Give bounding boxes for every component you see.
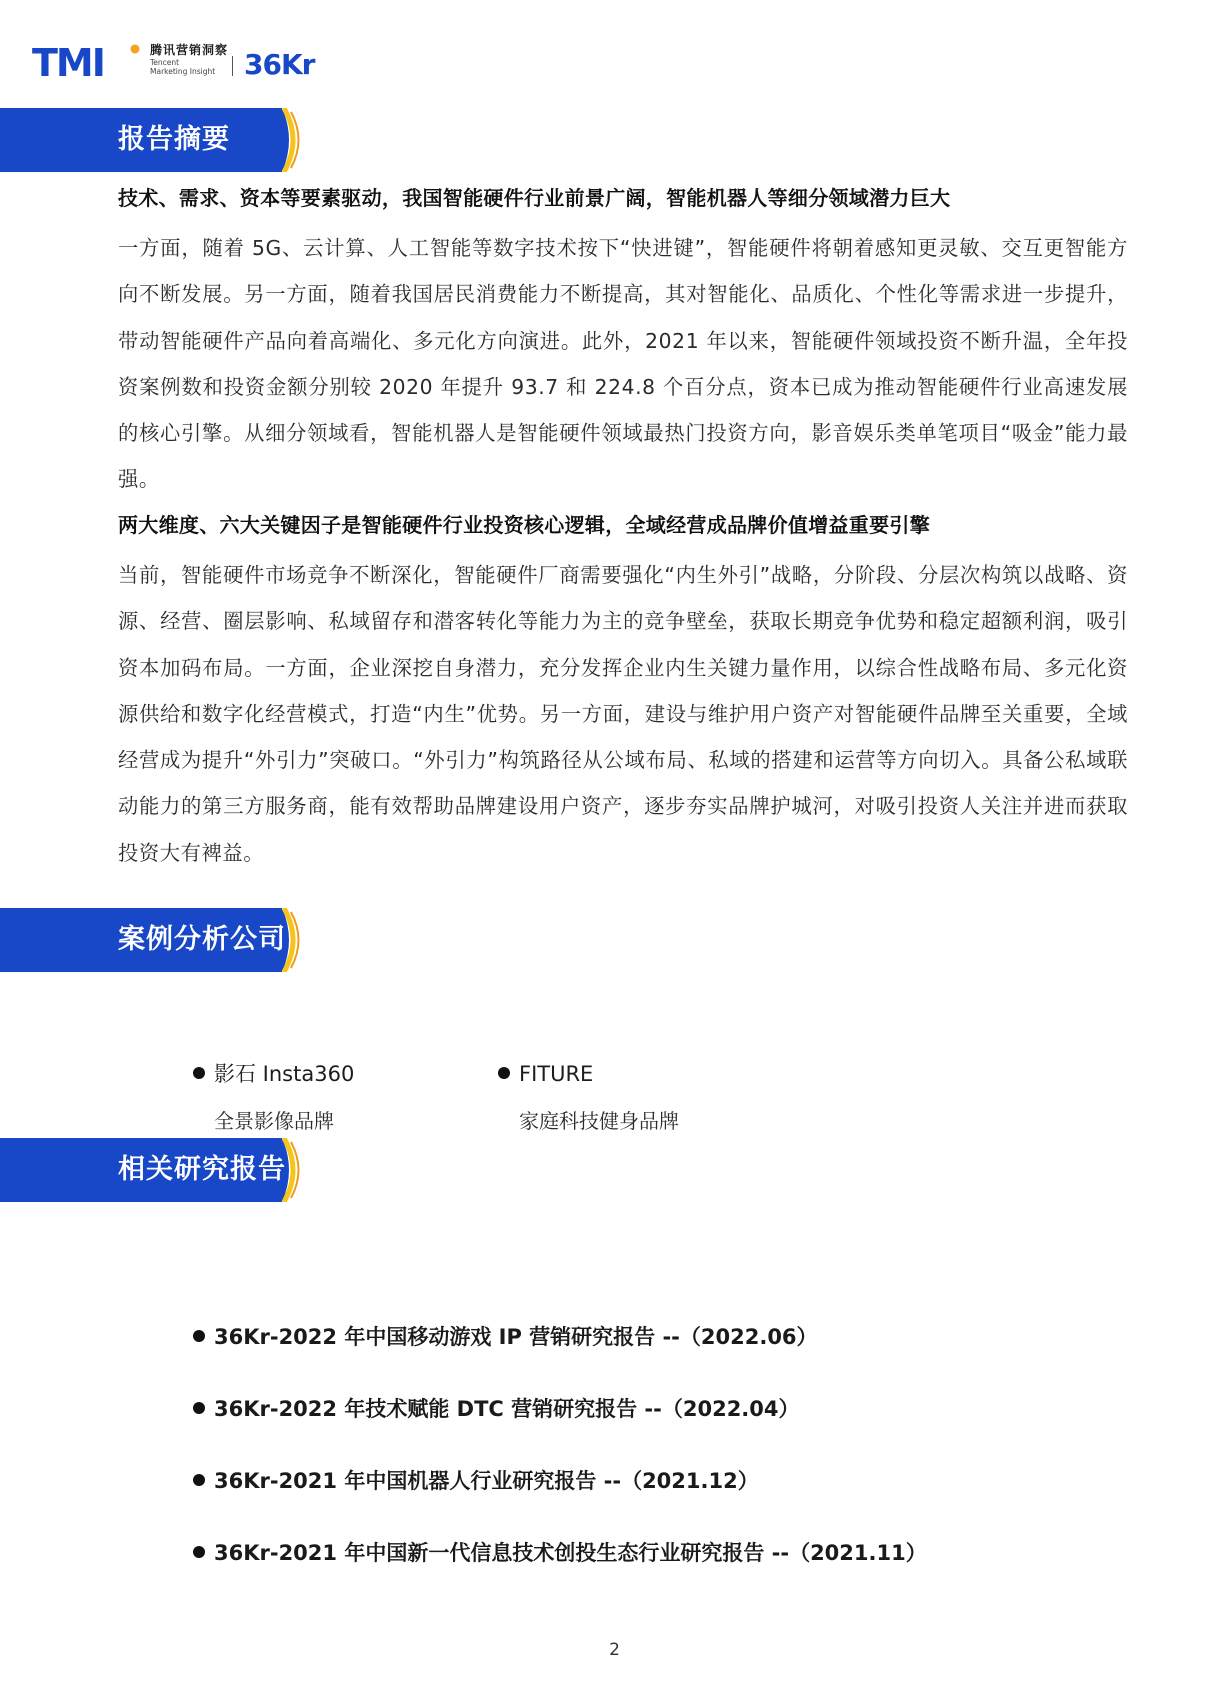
- company-name: FITURE: [498, 1060, 679, 1088]
- bullet-icon: [193, 1067, 205, 1079]
- section-banner-related: [0, 1138, 330, 1202]
- summary-content-2: [118, 510, 1128, 876]
- page-number: 2: [609, 1640, 620, 1660]
- section-title-cases: 案例分析公司: [118, 924, 286, 955]
- section-title-related: 相关研究报告: [118, 1154, 286, 1185]
- report-link[interactable]: 36Kr-2022 年技术赋能 DTC 营销研究报告 --（2022.04）: [193, 1394, 800, 1424]
- bullet-icon: [193, 1402, 205, 1414]
- tmi-brand-text: [150, 44, 228, 76]
- summary-paragraph-2: 当前，智能硬件市场竞争不断深化，智能硬件厂商需要强化“内生外引”战略，分阶段、分层次构筑以战略、资源、经营、圈层影响、私域留存和潜客转化等能力为主的竞争壁垒，获取长期竞争优势和稳定超额利润，吸引资本加码布局。一方面，企业深挖自身潜力，充分发挥企业内生关键力量作用，以综合性战略布局、多元化资源供给和数字化经营模式，打造“内生”优势。另一方面，建设与维护用户资产对智能硬件品牌至关重要，全域经营成为提升“外引力”突破口。“外引力”构筑路径从公域布局、私域的搭建和运营等方向切入。具备公私域联动能力的第三方服务商，能有效帮助品牌建设用户资产，逐步夯实品牌护城河，对吸引投资人关注并进而获取投资大有裨益。: [118, 563, 1128, 865]
- company-name: 影石 Insta360: [193, 1060, 354, 1088]
- bullet-icon: [498, 1067, 510, 1079]
- company-desc: 家庭科技健身品牌: [519, 1109, 679, 1133]
- summary-paragraph-1: 一方面，随着 5G、云计算、人工智能等数字技术按下“快进键”，智能硬件将朝着感知更灵敏、交互更智能方向不断发展。另一方面，随着我国居民消费能力不断提高，其对智能化、品质化、个性化等需求进一步提升，带动智能硬件产品向着高端化、多元化方向演进。此外，2021 年以来，智能硬件领域投资不断升温，全年投资案例数和投资金额分别较 2020 年提升 93.7 和 224.8 个百分点，资本已成为推动智能硬件行业高速发展的核心引擎。从细分领域看，智能机器人是智能硬件领域最热门投资方向，影音娱乐类单笔项目“吸金”能力最强。: [118, 236, 1128, 492]
- bullet-icon: [193, 1546, 205, 1558]
- header-logos: [32, 34, 352, 84]
- 36kr-logo: [242, 38, 322, 84]
- bullet-icon: [193, 1474, 205, 1486]
- report-link[interactable]: 36Kr-2021 年中国机器人行业研究报告 --（2021.12）: [193, 1466, 759, 1496]
- company-desc: 全景影像品牌: [214, 1109, 334, 1133]
- section-title-summary: 报告摘要: [118, 124, 230, 155]
- report-link[interactable]: 36Kr-2021 年中国新一代信息技术创投生态行业研究报告 --（2021.11）: [193, 1538, 927, 1568]
- tmi-en-name: Tencent Marketing Insight: [150, 58, 216, 76]
- summary-heading-2: 两大维度、六大关键因子是智能硬件行业投资核心逻辑，全域经营成品牌价值增益重要引擎: [118, 513, 930, 537]
- svg-text:TMI: TMI: [32, 44, 104, 80]
- company-item: [193, 1060, 354, 1135]
- section-banner-cases: [0, 908, 330, 972]
- company-item: [498, 1060, 679, 1135]
- bullet-icon: [193, 1330, 205, 1342]
- summary-heading-1: 技术、需求、资本等要素驱动，我国智能硬件行业前景广阔，智能机器人等细分领域潜力巨大: [118, 186, 951, 210]
- tmi-cn-name: 腾讯营销洞察: [150, 43, 229, 57]
- tmi-logo: [32, 44, 144, 80]
- summary-content: [118, 183, 1128, 503]
- section-banner-summary: [0, 108, 330, 172]
- report-link[interactable]: 36Kr-2022 年中国移动游戏 IP 营销研究报告 --（2022.06）: [193, 1322, 818, 1352]
- logo-divider: [232, 56, 233, 76]
- svg-text:36Kr: 36Kr: [244, 48, 315, 81]
